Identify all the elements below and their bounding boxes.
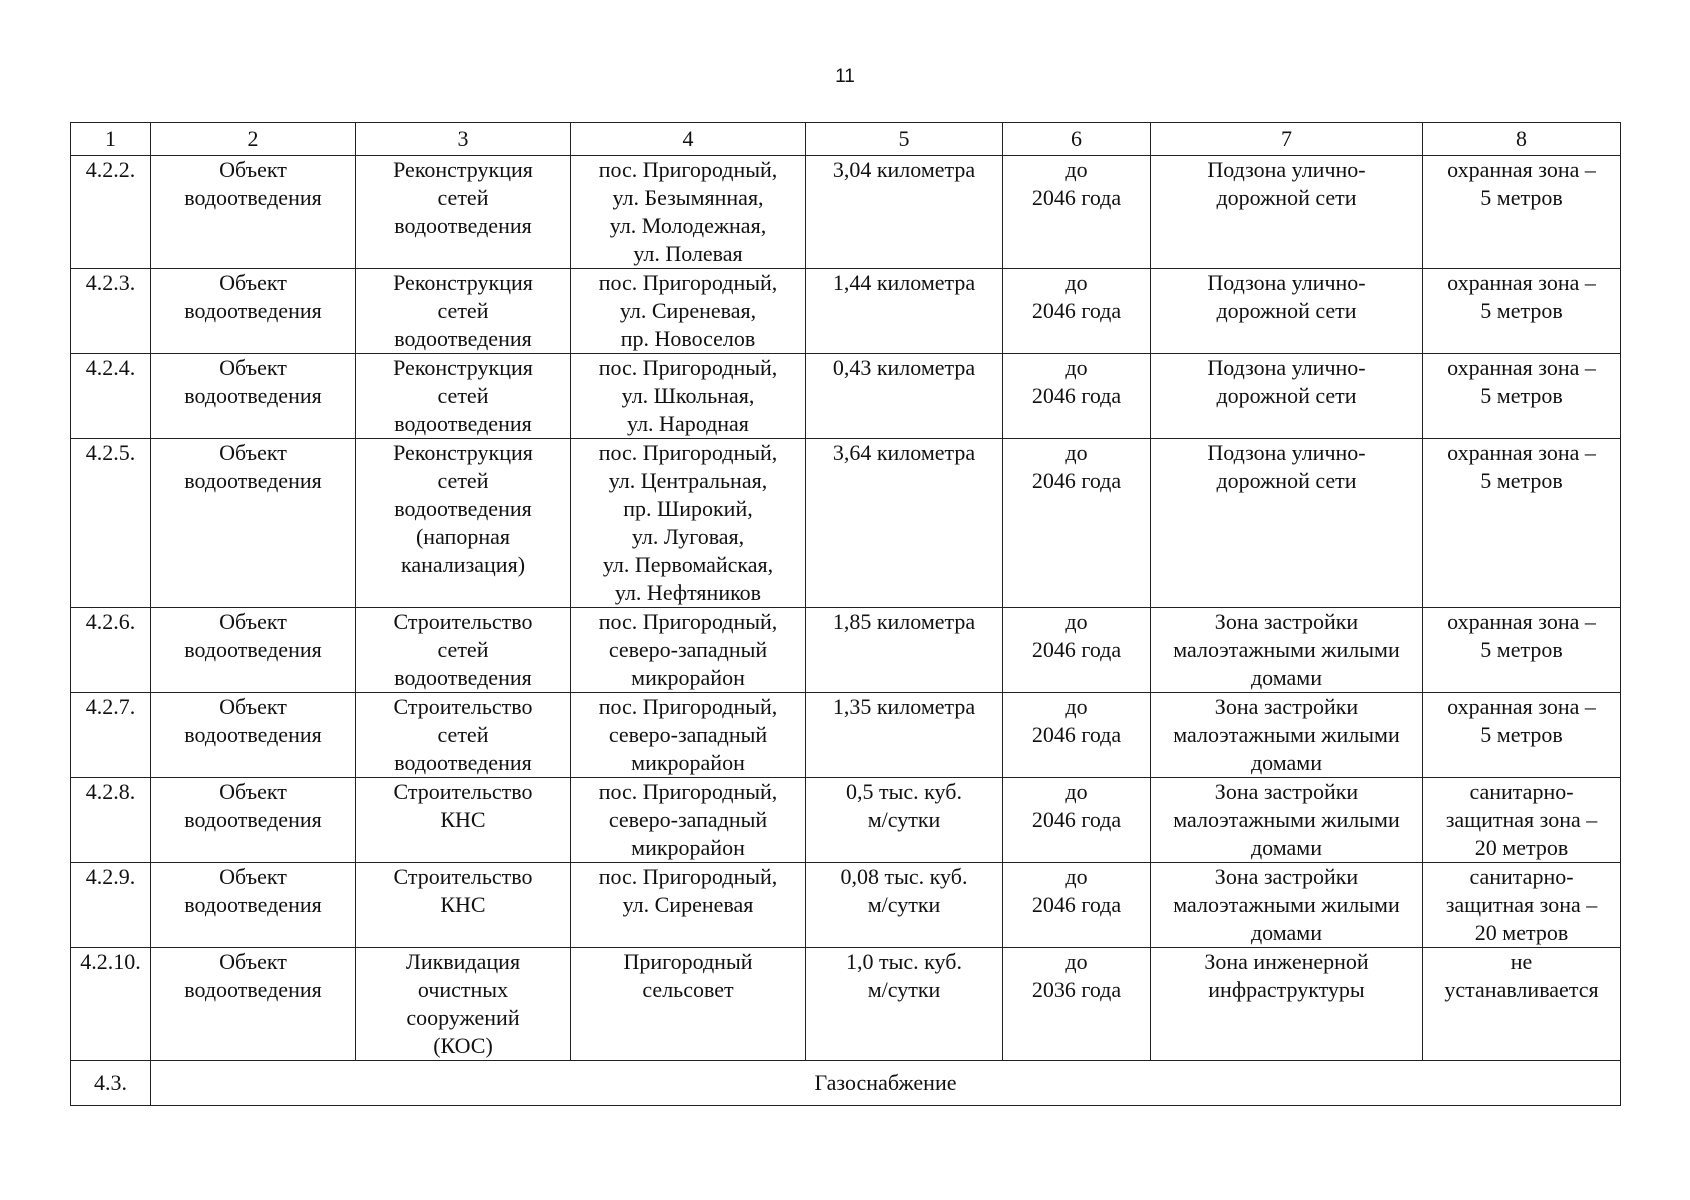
action: Реконструкция сетей водоотведения [356, 354, 571, 439]
capacity: 3,04 километра [806, 156, 1003, 269]
table-row [71, 948, 1621, 1061]
column-number-7: 7 [1151, 123, 1423, 156]
table-header-row [71, 123, 1621, 156]
deadline: до 2046 года [1003, 863, 1151, 948]
zone: Зона застройки малоэтажными жилыми домами [1151, 693, 1423, 778]
table-row [71, 269, 1621, 354]
object-type: Объект водоотведения [151, 693, 356, 778]
table-row [71, 608, 1621, 693]
object-type: Объект водоотведения [151, 439, 356, 608]
deadline: до 2046 года [1003, 693, 1151, 778]
row-number: 4.2.8. [71, 778, 151, 863]
table-row [71, 693, 1621, 778]
capacity: 3,64 километра [806, 439, 1003, 608]
zone: Подзона улично- дорожной сети [1151, 156, 1423, 269]
row-number: 4.2.10. [71, 948, 151, 1061]
column-number-8: 8 [1423, 123, 1621, 156]
location: пос. Пригородный, ул. Сиреневая [571, 863, 806, 948]
object-type: Объект водоотведения [151, 948, 356, 1061]
deadline: до 2046 года [1003, 269, 1151, 354]
protection-zone: санитарно- защитная зона – 20 метров [1423, 778, 1621, 863]
objects-table [70, 122, 1621, 1106]
deadline: до 2046 года [1003, 608, 1151, 693]
action: Строительство сетей водоотведения [356, 608, 571, 693]
row-number: 4.2.9. [71, 863, 151, 948]
column-number-6: 6 [1003, 123, 1151, 156]
deadline: до 2036 года [1003, 948, 1151, 1061]
protection-zone: охранная зона – 5 метров [1423, 693, 1621, 778]
zone: Зона застройки малоэтажными жилыми домами [1151, 863, 1423, 948]
table-row [71, 354, 1621, 439]
location: пос. Пригородный, ул. Безымянная, ул. Молодежная, ул. Полевая [571, 156, 806, 269]
column-number-1: 1 [71, 123, 151, 156]
column-number-2: 2 [151, 123, 356, 156]
location: Пригородный сельсовет [571, 948, 806, 1061]
table-row [71, 156, 1621, 269]
action: Строительство КНС [356, 863, 571, 948]
object-type: Объект водоотведения [151, 778, 356, 863]
protection-zone: охранная зона – 5 метров [1423, 156, 1621, 269]
protection-zone: охранная зона – 5 метров [1423, 608, 1621, 693]
action: Реконструкция сетей водоотведения [356, 156, 571, 269]
table-row [71, 863, 1621, 948]
action: Реконструкция сетей водоотведения (напорная канализация) [356, 439, 571, 608]
row-number: 4.2.5. [71, 439, 151, 608]
object-type: Объект водоотведения [151, 608, 356, 693]
section-row [71, 1061, 1621, 1106]
column-number-3: 3 [356, 123, 571, 156]
deadline: до 2046 года [1003, 439, 1151, 608]
action: Строительство КНС [356, 778, 571, 863]
capacity: 1,0 тыс. куб. м/сутки [806, 948, 1003, 1061]
table-row [71, 439, 1621, 608]
location: пос. Пригородный, северо-западный микрорайон [571, 608, 806, 693]
capacity: 1,85 километра [806, 608, 1003, 693]
row-number: 4.2.3. [71, 269, 151, 354]
deadline: до 2046 года [1003, 778, 1151, 863]
deadline: до 2046 года [1003, 156, 1151, 269]
zone: Подзона улично- дорожной сети [1151, 269, 1423, 354]
location: пос. Пригородный, северо-западный микрорайон [571, 778, 806, 863]
capacity: 0,08 тыс. куб. м/сутки [806, 863, 1003, 948]
location: пос. Пригородный, ул. Школьная, ул. Народная [571, 354, 806, 439]
column-number-5: 5 [806, 123, 1003, 156]
protection-zone: охранная зона – 5 метров [1423, 269, 1621, 354]
protection-zone: не устанавливается [1423, 948, 1621, 1061]
location: пос. Пригородный, ул. Центральная, пр. Широкий, ул. Луговая, ул. Первомайская, ул. Нефтяников [571, 439, 806, 608]
protection-zone: охранная зона – 5 метров [1423, 354, 1621, 439]
protection-zone: охранная зона – 5 метров [1423, 439, 1621, 608]
capacity: 1,35 километра [806, 693, 1003, 778]
row-number: 4.2.4. [71, 354, 151, 439]
action: Строительство сетей водоотведения [356, 693, 571, 778]
deadline: до 2046 года [1003, 354, 1151, 439]
object-type: Объект водоотведения [151, 354, 356, 439]
capacity: 1,44 километра [806, 269, 1003, 354]
object-type: Объект водоотведения [151, 269, 356, 354]
location: пос. Пригородный, ул. Сиреневая, пр. Новоселов [571, 269, 806, 354]
section-title: Газоснабжение [151, 1061, 1621, 1106]
table-row [71, 778, 1621, 863]
capacity: 0,43 километра [806, 354, 1003, 439]
row-number: 4.2.2. [71, 156, 151, 269]
zone: Подзона улично- дорожной сети [1151, 354, 1423, 439]
zone: Зона инженерной инфраструктуры [1151, 948, 1423, 1061]
zone: Зона застройки малоэтажными жилыми домами [1151, 608, 1423, 693]
zone: Зона застройки малоэтажными жилыми домами [1151, 778, 1423, 863]
column-number-4: 4 [571, 123, 806, 156]
section-number: 4.3. [71, 1061, 151, 1106]
page-number: 11 [835, 66, 855, 87]
row-number: 4.2.6. [71, 608, 151, 693]
action: Ликвидация очистных сооружений (КОС) [356, 948, 571, 1061]
action: Реконструкция сетей водоотведения [356, 269, 571, 354]
protection-zone: санитарно- защитная зона – 20 метров [1423, 863, 1621, 948]
object-type: Объект водоотведения [151, 863, 356, 948]
location: пос. Пригородный, северо-западный микрорайон [571, 693, 806, 778]
zone: Подзона улично- дорожной сети [1151, 439, 1423, 608]
capacity: 0,5 тыс. куб. м/сутки [806, 778, 1003, 863]
row-number: 4.2.7. [71, 693, 151, 778]
object-type: Объект водоотведения [151, 156, 356, 269]
